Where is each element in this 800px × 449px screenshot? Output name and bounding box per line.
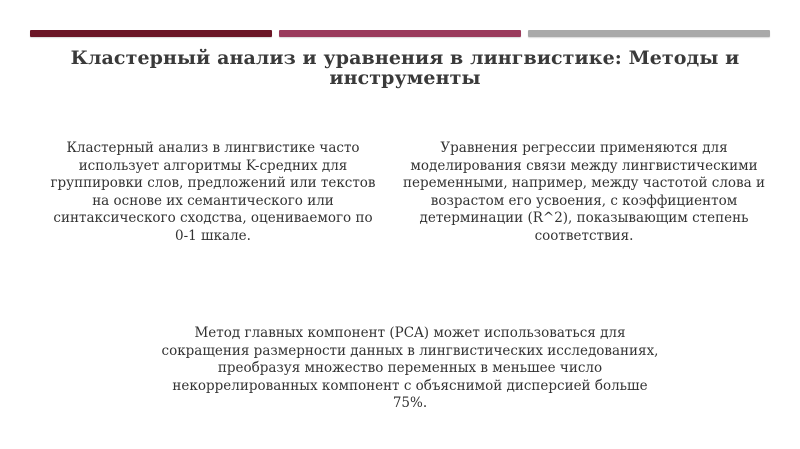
decorative-bar-left	[30, 30, 272, 37]
slide-title: Кластерный анализ и уравнения в лингвистике: Методы и инструменты	[70, 47, 740, 89]
pca-paragraph: Метод главных компонент (PCA) может использоваться для сокращения размерности данных в лингвистических исследованиях, преобразуя множество переменных в меньшее число некоррелированных компонент с объяснимой дисперсией больше 75%.	[161, 325, 659, 411]
decorative-bar-right	[528, 30, 770, 37]
clustering-paragraph: Кластерный анализ в лингвистике часто использует алгоритмы K-средних для группировки слов, предложений или текстов на основе их семантического или синтаксического сходства, оцениваемого по 0-1 шкале.	[50, 140, 376, 244]
decorative-bar-middle	[279, 30, 521, 37]
regression-paragraph: Уравнения регрессии применяются для моделирования связи между лингвистическими переменными, например, между частотой слова и возрастом его усвоения, с коэффициентом детерминации (R^2), показывающим степень соответствия.	[402, 140, 765, 244]
